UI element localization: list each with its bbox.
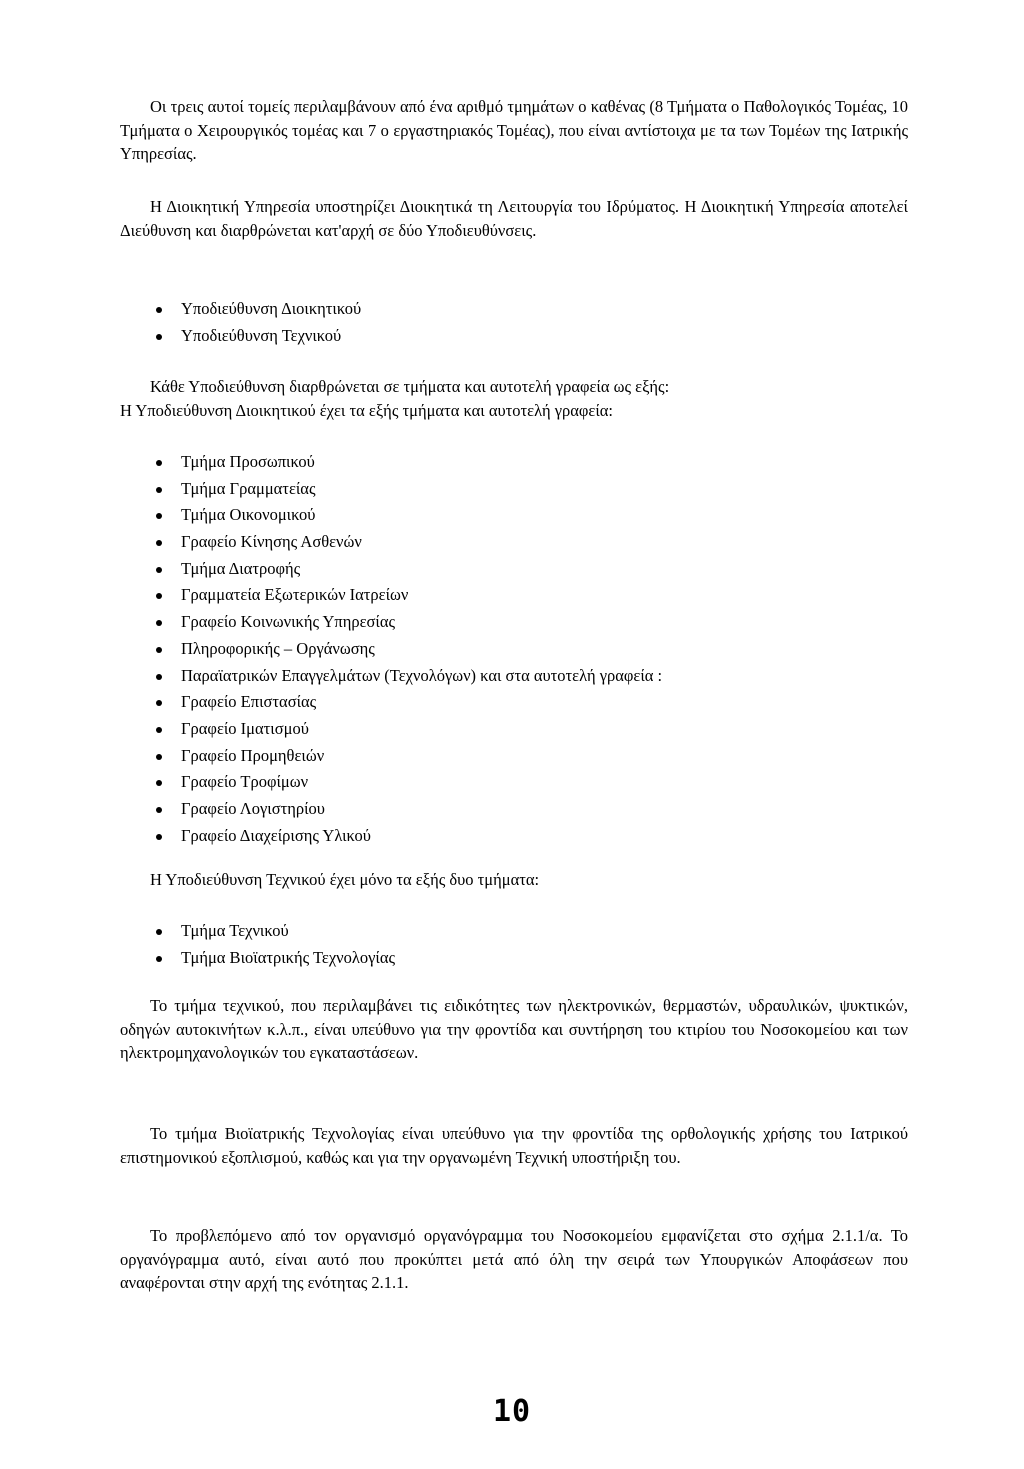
paragraph-technical-subdirectorate: Η Υποδιεύθυνση Τεχνικού έχει μόνο τα εξής δυο τμήματα: bbox=[150, 870, 540, 889]
list-item: Γραμματεία Εξωτερικών Ιατρείων bbox=[156, 582, 662, 609]
list-item: Γραφείο Κίνησης Ασθενών bbox=[156, 529, 662, 556]
paragraph-subdirectorate-structure bbox=[120, 375, 908, 422]
list-item: Γραφείο Κοινωνικής Υπηρεσίας bbox=[156, 609, 662, 636]
list-item: Υποδιεύθυνση Διοικητικού bbox=[156, 296, 361, 323]
list-item: Παραϊατρικών Επαγγελμάτων (Τεχνολόγων) και στα αυτοτελή γραφεία : bbox=[156, 663, 662, 690]
paragraph-line: Κάθε Υποδιεύθυνση διαρθρώνεται σε τμήματα και αυτοτελή γραφεία ως εξής: bbox=[150, 377, 670, 396]
list-technical-departments bbox=[156, 918, 395, 971]
list-subdirectorates bbox=[156, 296, 361, 349]
list-item: Τμήμα Διατροφής bbox=[156, 556, 662, 583]
list-item: Τμήμα Οικονομικού bbox=[156, 502, 662, 529]
list-item: Τμήμα Βιοϊατρικής Τεχνολογίας bbox=[156, 945, 395, 972]
paragraph-biomedical-department: Το τμήμα Βιοϊατρικής Τεχνολογίας είναι υπεύθυνο για την φροντίδα της ορθολογικής χρήσης του Ιατρικού επιστημονικού εξοπλισμού, καθώς και για την οργανωμένη Τεχνική υποστήριξη του. bbox=[120, 1124, 908, 1167]
list-item: Γραφείο Προμηθειών bbox=[156, 743, 662, 770]
page-number: 10 bbox=[492, 1394, 532, 1429]
list-item: Τμήμα Γραμματείας bbox=[156, 476, 662, 503]
list-admin-departments bbox=[156, 449, 662, 849]
paragraph-admin-service: Η Διοικητική Υπηρεσία υποστηρίζει Διοικητικά τη Λειτουργία του Ιδρύματος. Η Διοικητική Υπηρεσία αποτελεί Διεύθυνση και διαρθρώνεται κατ'αρχή σε δύο Υποδιευθύνσεις. bbox=[120, 197, 908, 240]
list-item: Γραφείο Λογιστηρίου bbox=[156, 796, 662, 823]
paragraph-technical-department: Το τμήμα τεχνικού, που περιλαμβάνει τις ειδικότητες των ηλεκτρονικών, θερμαστών, υδραυλικών, ψυκτικών, οδηγών αυτοκινήτων κ.λ.π., είναι υπεύθυνο για την φροντίδα και συντήρηση του κτιρίου του Νοσοκομείου και των ηλεκτρομηχανολογικών του εγκαταστάσεων. bbox=[120, 996, 908, 1062]
list-item: Τμήμα Τεχνικού bbox=[156, 918, 395, 945]
list-item: Γραφείο Τροφίμων bbox=[156, 769, 662, 796]
list-item: Υποδιεύθυνση Τεχνικού bbox=[156, 323, 361, 350]
list-item: Γραφείο Ιματισμού bbox=[156, 716, 662, 743]
paragraph-organization-chart: Το προβλεπόμενο από τον οργανισμό οργανόγραμμα του Νοσοκομείου εμφανίζεται στο σχήμα 2.1.1/α. Το οργανόγραμμα αυτό, είναι αυτό που προκύπτει μετά από όλη την σειρά των Υπουργικών Αποφάσεων που αναφέρονται στην αρχή της ενότητας 2.1.1. bbox=[120, 1226, 908, 1292]
list-item: Γραφείο Διαχείρισης Υλικού bbox=[156, 823, 662, 850]
paragraph-line: Η Υποδιεύθυνση Διοικητικού έχει τα εξής τμήματα και αυτοτελή γραφεία: bbox=[120, 400, 614, 420]
paragraph-sectors: Οι τρεις αυτοί τομείς περιλαμβάνουν από ένα αριθμό τμημάτων ο καθένας (8 Τμήματα ο Παθολογικός Τομέας, 10 Τμήματα ο Χειρουργικός τομέας και 7 ο εργαστηριακός Τομέας), που είναι αντίστοιχα με τα των Τομέων της Ιατρικής Υπηρεσίας. bbox=[120, 97, 908, 163]
list-item: Γραφείο Επιστασίας bbox=[156, 689, 662, 716]
list-item: Πληροφορικής – Οργάνωσης bbox=[156, 636, 662, 663]
list-item: Τμήμα Προσωπικού bbox=[156, 449, 662, 476]
